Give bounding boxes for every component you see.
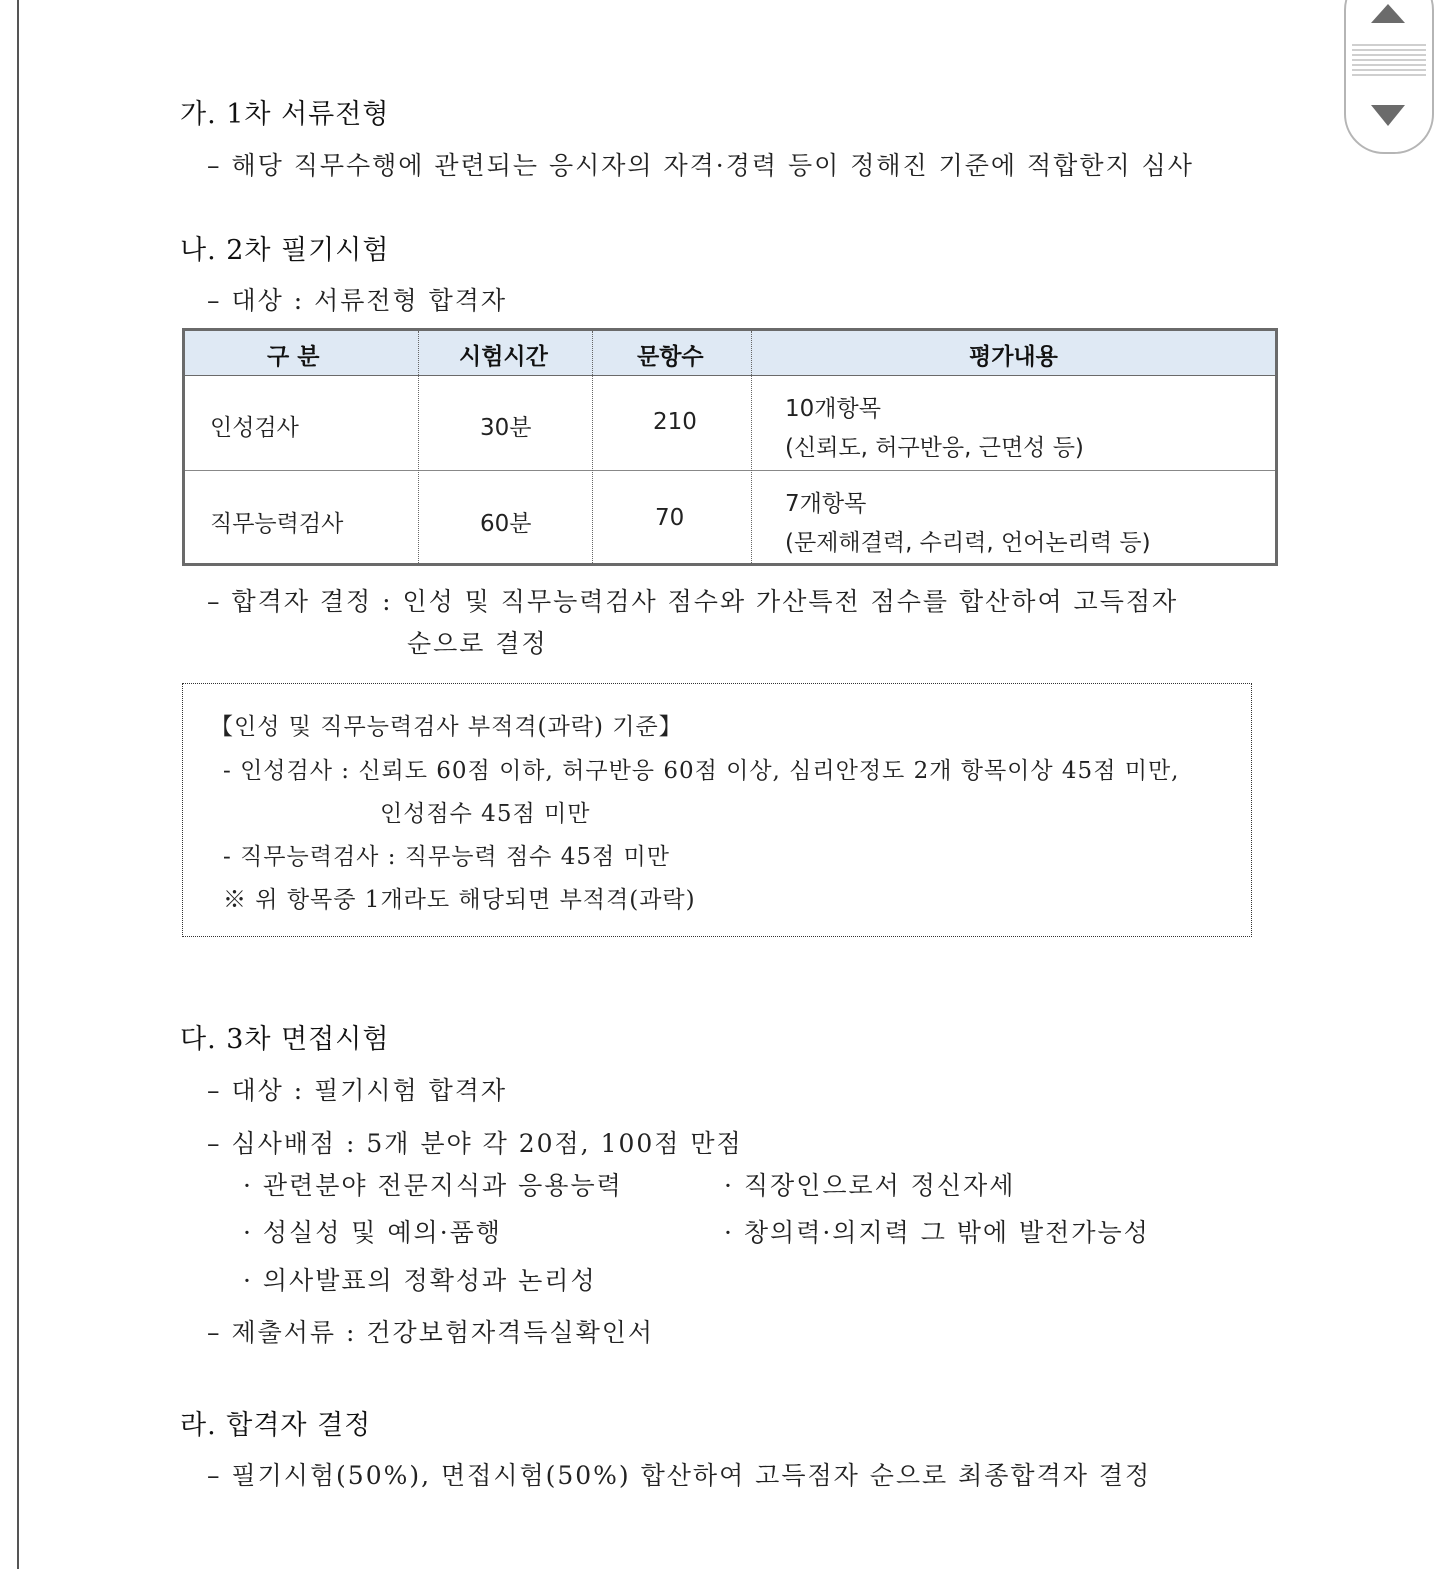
table-row2-time: 60분 <box>480 511 532 537</box>
table-col-divider <box>592 331 593 563</box>
table-row2-name: 직무능력검사 <box>210 511 344 537</box>
section-a-line1: – 해당 직무수행에 관련되는 응시자의 자격·경력 등이 정해진 기준에 적합한지 심사 <box>207 151 1194 180</box>
table-row2-content1: 7개항목 <box>785 491 867 517</box>
table-col-divider <box>751 331 752 563</box>
page-left-border <box>17 0 19 1569</box>
written-exam-table <box>182 328 1278 566</box>
section-a-heading: 가. 1차 서류전형 <box>180 99 390 130</box>
section-b-decision-line2: 순으로 결정 <box>407 629 548 658</box>
table-header-time: 시험시간 <box>459 344 548 370</box>
table-row1-content1: 10개항목 <box>785 396 881 422</box>
criteria-line3: - 직무능력검사 : 직무능력 점수 45점 미만 <box>223 844 670 870</box>
table-row2-count: 70 <box>655 505 685 531</box>
table-row2-content2: (문제해결력, 수리력, 언어논리력 등) <box>785 530 1151 556</box>
scroll-down-arrow-icon[interactable] <box>1371 105 1405 126</box>
section-c-documents: – 제출서류 : 건강보험자격득실확인서 <box>207 1318 655 1347</box>
criteria-line2: 인성점수 45점 미만 <box>380 801 591 827</box>
interview-item-4: · 창의력·의지력 그 밖에 발전가능성 <box>724 1218 1150 1247</box>
interview-item-5: · 의사발표의 정확성과 논리성 <box>243 1266 597 1295</box>
section-c-target: – 대상 : 필기시험 합격자 <box>207 1076 508 1105</box>
interview-item-1: · 관련분야 전문지식과 응용능력 <box>243 1171 623 1200</box>
interview-item-3: · 성실성 및 예의·품행 <box>243 1218 502 1247</box>
table-row1-name: 인성검사 <box>210 415 299 441</box>
section-b-target: – 대상 : 서류전형 합격자 <box>207 286 508 315</box>
table-header-count: 문항수 <box>637 344 704 370</box>
section-b-decision-line1: – 합격자 결정 : 인성 및 직무능력검사 점수와 가산특전 점수를 합산하여 고득점자 <box>207 587 1179 616</box>
scrollbar[interactable] <box>1344 0 1434 154</box>
table-row1-count: 210 <box>653 409 697 435</box>
interview-item-2: · 직장인으로서 정신자세 <box>724 1171 1016 1200</box>
criteria-line1: - 인성검사 : 신뢰도 60점 이하, 허구반응 60점 이상, 심리안정도 2개 항목이상 45점 미만, <box>223 758 1180 784</box>
table-header-category: 구 분 <box>267 344 320 370</box>
table-row1-time: 30분 <box>480 415 532 441</box>
table-header-content: 평가내용 <box>969 344 1058 370</box>
section-d-line1: – 필기시험(50%), 면접시험(50%) 합산하여 고득점자 순으로 최종합격자 결정 <box>207 1461 1152 1490</box>
criteria-line4: ※ 위 항목중 1개라도 해당되면 부적격(과락) <box>223 887 696 913</box>
table-row-divider <box>185 470 1275 471</box>
table-col-divider <box>418 331 419 563</box>
criteria-title: 【인성 및 직무능력검사 부적격(과락) 기준】 <box>210 714 683 740</box>
section-b-heading: 나. 2차 필기시험 <box>180 235 390 266</box>
table-row1-content2: (신뢰도, 허구반응, 근면성 등) <box>785 435 1084 461</box>
section-c-scoring: – 심사배점 : 5개 분야 각 20점, 100점 만점 <box>207 1129 743 1158</box>
scroll-up-arrow-icon[interactable] <box>1371 4 1405 23</box>
section-d-heading: 라. 합격자 결정 <box>180 1410 372 1441</box>
section-c-heading: 다. 3차 면접시험 <box>180 1024 390 1055</box>
scrollbar-grip[interactable] <box>1352 44 1426 78</box>
table-header-row <box>185 331 1275 376</box>
